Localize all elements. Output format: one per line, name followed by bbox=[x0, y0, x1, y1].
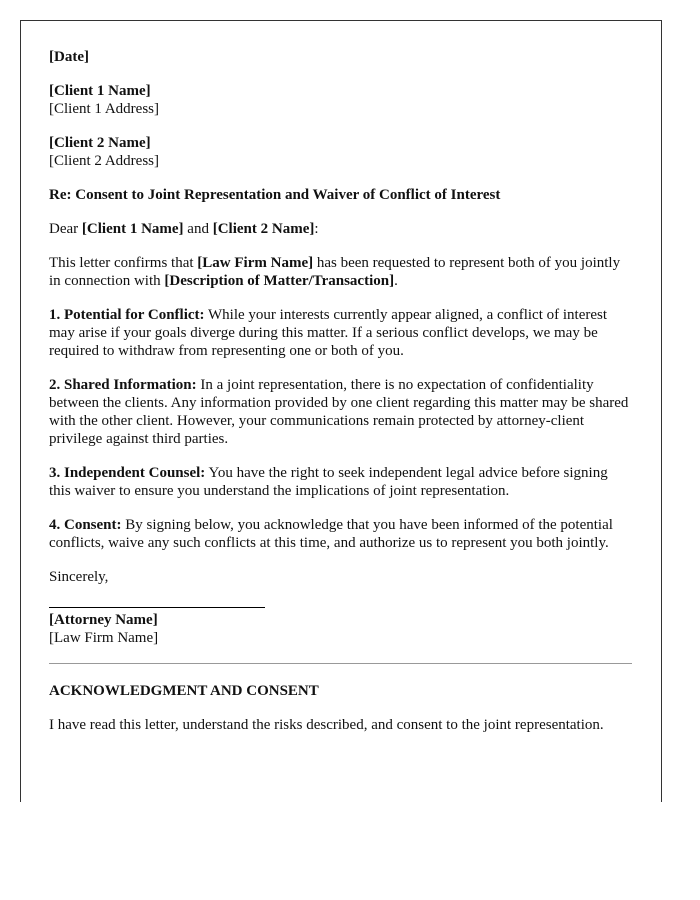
client-2-block bbox=[49, 134, 632, 170]
signature-firm-name: [Law Firm Name] bbox=[49, 630, 159, 646]
salutation-post: : bbox=[314, 221, 319, 237]
salutation-pre: Dear bbox=[49, 221, 82, 237]
client-1-name: [Client 1 Name] bbox=[49, 83, 151, 99]
divider bbox=[49, 663, 632, 664]
client-2-name: [Client 2 Name] bbox=[49, 135, 151, 151]
attorney-name: [Attorney Name] bbox=[49, 612, 158, 628]
section-shared-information bbox=[49, 376, 632, 448]
section-independent-counsel bbox=[49, 464, 632, 500]
section-heading: 4. Consent: bbox=[49, 517, 122, 533]
letter-page bbox=[20, 20, 662, 802]
intro-post: . bbox=[394, 273, 398, 289]
subject-text: Re: Consent to Joint Representation and Waiver of Conflict of Interest bbox=[49, 187, 501, 203]
section-heading: 2. Shared Information: bbox=[49, 377, 197, 393]
acknowledgment-text: I have read this letter, understand the risks described, and consent to the joint representation. bbox=[49, 717, 604, 733]
salutation-mid: and bbox=[183, 221, 213, 237]
salutation-client-1: [Client 1 Name] bbox=[81, 221, 184, 237]
section-consent bbox=[49, 516, 632, 552]
subject-line bbox=[49, 186, 632, 204]
intro-mid: has been requested to represent both of you jointly in connection with bbox=[49, 255, 621, 289]
signature-block bbox=[49, 611, 632, 647]
salutation bbox=[49, 220, 632, 238]
signature-line bbox=[49, 607, 265, 608]
section-heading: 1. Potential for Conflict: bbox=[49, 307, 205, 323]
date-text: [Date] bbox=[49, 49, 89, 65]
section-text: You have the right to seek independent legal advice before signing this waiver to ensure you understand the implications of joint representation. bbox=[49, 465, 608, 499]
closing: Sincerely, bbox=[49, 569, 109, 585]
section-heading: 3. Independent Counsel: bbox=[49, 465, 206, 481]
salutation-client-2: [Client 2 Name] bbox=[212, 221, 315, 237]
intro-paragraph bbox=[49, 254, 632, 290]
intro-matter: [Description of Matter/Transaction] bbox=[164, 273, 395, 289]
client-2-address: [Client 2 Address] bbox=[49, 153, 159, 169]
intro-pre: This letter confirms that bbox=[49, 255, 198, 271]
section-text: By signing below, you acknowledge that you have been informed of the potential conflicts, waive any such conflicts at this time, and authorize us to represent you both jointly. bbox=[49, 517, 613, 551]
section-text: In a joint representation, there is no expectation of confidentiality between the clients. Any information provided by one client regarding this matter may be shared with the other client. However, your communications remain protected by attorney-client privilege against third parties. bbox=[49, 377, 629, 447]
client-1-address: [Client 1 Address] bbox=[49, 101, 159, 117]
acknowledgment-title: ACKNOWLEDGMENT AND CONSENT bbox=[49, 683, 319, 699]
intro-firm: [Law Firm Name] bbox=[197, 255, 314, 271]
section-conflict bbox=[49, 306, 632, 360]
section-text: While your interests currently appear aligned, a conflict of interest may arise if your goals diverge during this matter. If a serious conflict develops, we may be required to withdraw from representing one or both of you. bbox=[49, 307, 608, 359]
client-1-block bbox=[49, 82, 632, 118]
date bbox=[49, 48, 632, 66]
